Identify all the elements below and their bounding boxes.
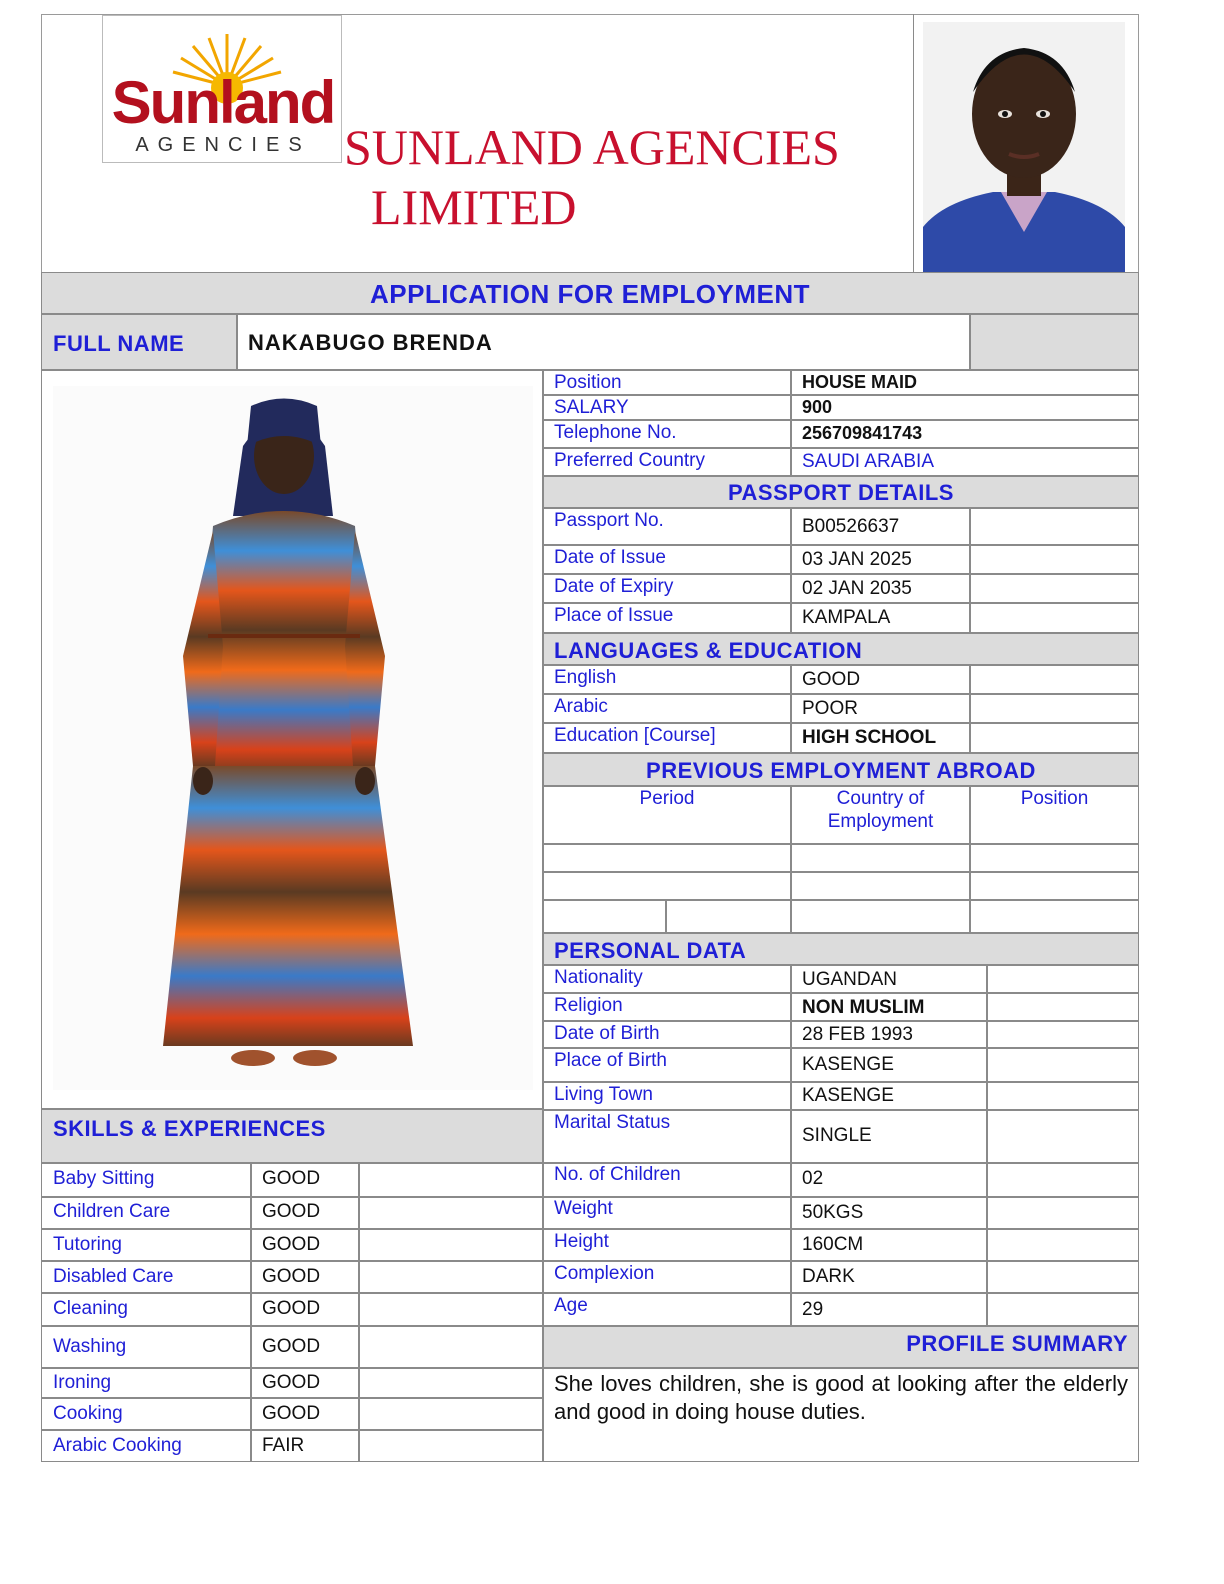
skill-value: GOOD (262, 1201, 321, 1222)
skill-value: GOOD (262, 1266, 321, 1287)
nationality-value: UGANDAN (802, 969, 898, 990)
employment-row-2-position (970, 872, 1139, 900)
employment-row-3-country (791, 900, 970, 933)
company-name-line2: LIMITED (371, 179, 577, 235)
date-of-issue-label: Date of Issue (554, 547, 666, 568)
salary-value: 900 (802, 397, 833, 417)
religion-label: Religion (554, 995, 623, 1016)
english-value: GOOD (802, 669, 861, 690)
skill-label: Washing (53, 1336, 127, 1357)
religion-value: NON MUSLIM (802, 997, 925, 1018)
place-of-birth-value: KASENGE (802, 1054, 894, 1075)
height-label: Height (554, 1231, 609, 1252)
skill-label: Baby Sitting (53, 1168, 155, 1189)
skill-label: Arabic Cooking (53, 1435, 182, 1456)
weight-value: 50KGS (802, 1202, 864, 1223)
place-of-issue-label: Place of Issue (554, 605, 674, 626)
date-of-expiry-label: Date of Expiry (554, 576, 674, 597)
passport-heading: PASSPORT DETAILS (728, 480, 954, 505)
english-label: English (554, 667, 617, 688)
age-label: Age (554, 1295, 588, 1316)
company-logo (102, 15, 342, 163)
full-name-value: NAKABUGO BRENDA (248, 330, 493, 355)
employment-row-2-country (791, 872, 970, 900)
company-name-line1: SUNLAND AGENCIES (344, 119, 840, 175)
applicant-headshot (923, 22, 1125, 272)
skill-label: Ironing (53, 1372, 112, 1393)
nationality-label: Nationality (554, 967, 643, 988)
date-of-birth-value: 28 FEB 1993 (802, 1024, 913, 1045)
children-value: 02 (802, 1168, 824, 1189)
arabic-value: POOR (802, 698, 858, 719)
header (41, 14, 1139, 272)
skill-value: GOOD (262, 1234, 321, 1255)
profile-summary-text: She loves children, she is good at looking after the elderly and good in doing house duties. (554, 1371, 1128, 1424)
education-value: HIGH SCHOOL (802, 727, 937, 748)
telephone-label: Telephone No. (554, 422, 677, 443)
skill-value: GOOD (262, 1298, 321, 1319)
full-name-label: FULL NAME (53, 331, 185, 356)
employment-row-3-period-b (666, 900, 791, 933)
employment-row-3-position (970, 900, 1139, 933)
skill-label: Cooking (53, 1403, 123, 1424)
skill-label: Cleaning (53, 1298, 128, 1319)
complexion-label: Complexion (554, 1263, 655, 1284)
preferred-country-value: SAUDI ARABIA (802, 451, 934, 472)
position-column-header: Position (1020, 788, 1089, 809)
skill-value: FAIR (262, 1435, 305, 1456)
passport-no-label: Passport No. (554, 510, 664, 531)
logo-wordmark: Sunland (111, 69, 335, 136)
salary-label: SALARY (554, 397, 629, 418)
full-name-blank-cell (970, 314, 1139, 370)
employment-row-3-period-a (543, 900, 666, 933)
arabic-label: Arabic (554, 696, 608, 717)
personal-heading: PERSONAL DATA (554, 938, 747, 963)
form-title: APPLICATION FOR EMPLOYMENT (369, 279, 811, 309)
living-town-value: KASENGE (802, 1085, 894, 1106)
living-town-label: Living Town (554, 1084, 653, 1105)
skills-heading: SKILLS & EXPERIENCES (53, 1116, 326, 1141)
employment-row-2-period (543, 872, 791, 900)
country-column-header-line2: Employment (827, 811, 934, 832)
skill-value: GOOD (262, 1403, 321, 1424)
logo-subtitle: AGENCIES (135, 134, 311, 156)
date-of-issue-value: 03 JAN 2025 (802, 549, 912, 570)
date-of-expiry-value: 02 JAN 2035 (802, 578, 912, 599)
position-label: Position (554, 372, 622, 393)
place-of-birth-label: Place of Birth (554, 1050, 667, 1071)
position-value: HOUSE MAID (802, 372, 918, 392)
skill-label: Tutoring (53, 1234, 122, 1255)
complexion-value: DARK (802, 1266, 855, 1287)
employment-row-1-period (543, 844, 791, 872)
profile-heading: PROFILE SUMMARY (906, 1331, 1128, 1356)
languages-heading: LANGUAGES & EDUCATION (554, 638, 863, 663)
height-value: 160CM (802, 1234, 864, 1255)
age-value: 29 (802, 1299, 824, 1320)
place-of-issue-value: KAMPALA (802, 607, 891, 628)
education-label: Education [Course] (554, 725, 716, 746)
applicant-full-photo (53, 386, 533, 1090)
employment-row-1-position (970, 844, 1139, 872)
period-column-header: Period (639, 788, 695, 809)
skill-value: GOOD (262, 1372, 321, 1393)
skill-value: GOOD (262, 1168, 321, 1189)
country-column-header-line1: Country of (836, 788, 925, 809)
skill-label: Children Care (53, 1201, 171, 1222)
skill-label: Disabled Care (53, 1266, 174, 1287)
skill-value: GOOD (262, 1336, 321, 1357)
telephone-value: 256709841743 (802, 423, 923, 443)
preferred-country-label: Preferred Country (554, 450, 706, 471)
employment-row-1-country (791, 844, 970, 872)
marital-status-label: Marital Status (554, 1112, 671, 1133)
weight-label: Weight (554, 1198, 613, 1219)
children-label: No. of Children (554, 1164, 681, 1185)
date-of-birth-label: Date of Birth (554, 1023, 660, 1044)
marital-status-value: SINGLE (802, 1125, 872, 1146)
previous-employment-heading: PREVIOUS EMPLOYMENT ABROAD (646, 758, 1036, 783)
passport-no-value: B00526637 (802, 516, 900, 537)
